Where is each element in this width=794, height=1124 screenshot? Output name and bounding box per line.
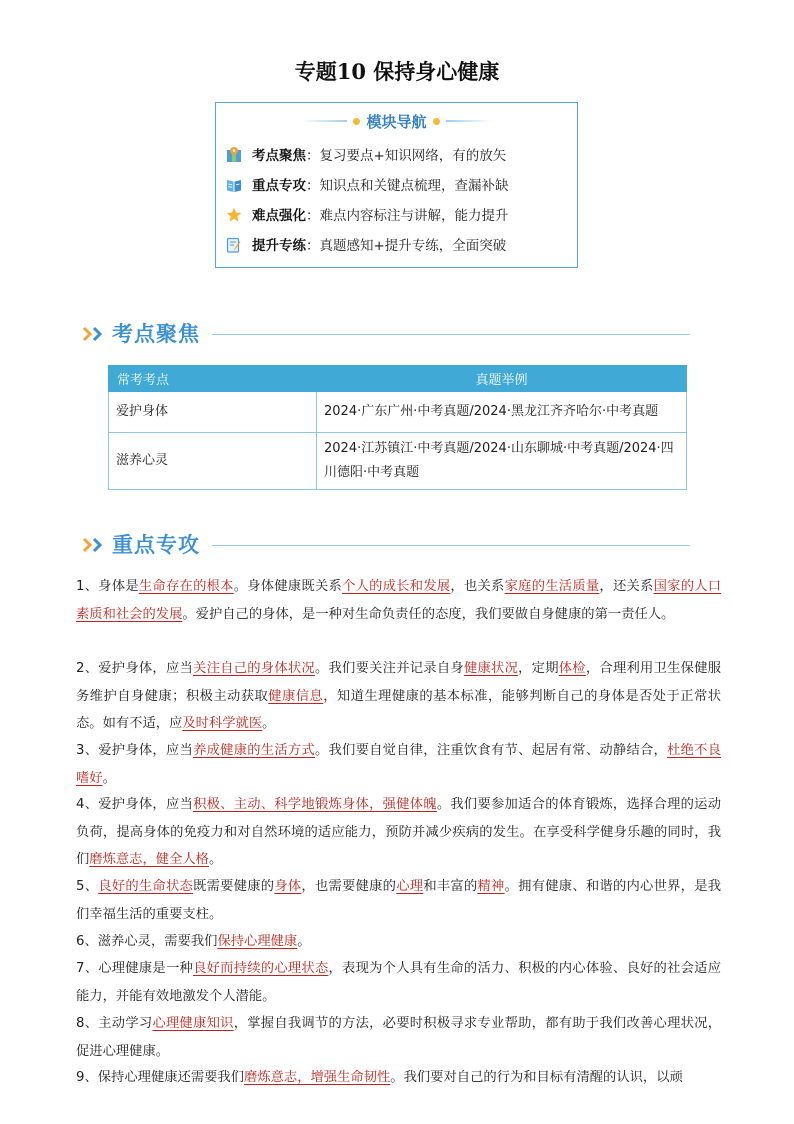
text-segment: ，还关系 [599, 579, 654, 594]
nav-item-desc: 复习要点+知识网络，有的放矢 [319, 148, 507, 164]
nav-item-desc: 知识点和关键点梳理，查漏补缺 [319, 178, 509, 194]
key-point [76, 873, 721, 928]
table-cell: 爱护身体 [109, 392, 317, 433]
keyword-highlight: 精神 [477, 879, 505, 894]
key-point [76, 955, 721, 1010]
nav-item-label: 提升专练 [252, 238, 306, 254]
text-segment: 6、滋养心灵，需要我们 [76, 934, 218, 949]
text-segment: 。我们要自觉自律，注重饮食有节、起居有常、动静结合， [314, 743, 668, 758]
nav-item: 提升专练：真题感知+提升专练，全面突破 [226, 235, 506, 257]
text-segment: 3、爱护身体，应当 [76, 743, 194, 758]
nav-item-label: 重点专攻 [252, 178, 306, 194]
keyword-highlight: 良好的生命状态 [98, 879, 194, 894]
keyword-highlight: 生命存在的根本 [138, 579, 234, 594]
key-point [76, 573, 721, 628]
keyword-highlight: 国家的人口素质和社会的发展 [76, 579, 722, 622]
keyword-highlight: 及时科学就医 [182, 716, 263, 731]
keyword-highlight: 健康状况 [463, 661, 519, 676]
dot-icon [433, 118, 440, 125]
text-segment: 和丰富的 [423, 879, 478, 894]
text-segment: 。 [102, 770, 116, 786]
nav-item-label: 考点聚焦 [252, 148, 306, 164]
keyword-highlight: 身体 [274, 879, 302, 894]
text-segment: ，掌握自我调节的方法，必要时积极寻求专业帮助，都有助于我们改善心理状况，促进心理健康。 [76, 1016, 722, 1059]
text-segment: 。 [208, 852, 223, 867]
text-segment: 。 [297, 934, 311, 949]
key-point [76, 655, 721, 738]
keyword-highlight: 杜绝不良嗜好 [76, 743, 722, 786]
dot-icon [353, 118, 360, 125]
nav-item: 考点聚焦：复习要点+知识网络，有的放矢 [226, 145, 506, 167]
nav-item: 难点强化：难点内容标注与讲解，能力提升 [226, 205, 509, 227]
text-segment: 9、保持心理健康还需要我们 [76, 1070, 245, 1085]
text-segment: 。 [262, 716, 276, 731]
text-segment: 1、身体是 [76, 579, 139, 594]
text-segment: ，也关系 [450, 579, 505, 594]
text-segment: 8、主动学习 [76, 1016, 153, 1031]
keyword-highlight: 磨炼意志，增强生命韧性 [244, 1070, 391, 1085]
text-segment: ，定期 [518, 661, 559, 676]
key-point [76, 791, 721, 874]
key-point [76, 1064, 721, 1092]
pencil-icon [226, 237, 242, 253]
nav-item-label: 难点强化 [252, 208, 306, 224]
text-segment: 。我们要关注并记录自身 [314, 661, 464, 676]
section-header [82, 320, 692, 348]
book-icon [226, 177, 242, 193]
keyword-highlight: 养成健康的生活方式 [193, 743, 315, 758]
table-header: 常考考点 [109, 366, 317, 392]
keyword-highlight: 保持心理健康 [217, 934, 298, 949]
table-cell: 2024·江苏镇江·中考真题/2024·山东聊城·中考真题/2024·四川德阳·中考真题 [317, 433, 687, 490]
nav-item-desc: 难点内容标注与讲解，能力提升 [319, 208, 509, 224]
section-title: 考点聚焦 [112, 322, 200, 346]
text-segment: 。爱护自己的身体，是一种对生命负责任的态度，我们要做自身健康的第一责任人。 [182, 606, 675, 622]
nav-heading-text: 模块导航 [366, 113, 427, 131]
text-segment: ，表现为个人具有生命的活力、积极的内心体验、良好的社会适应能力，并能有效地激发个人潜能。 [76, 961, 722, 1004]
map-icon [226, 147, 242, 163]
table-header-row [109, 366, 687, 392]
keyword-highlight: 心理健康知识 [152, 1016, 234, 1031]
table-cell: 2024·广东广州·中考真题/2024·黑龙江齐齐哈尔·中考真题 [317, 392, 687, 433]
text-segment: 。我们要对自己的行为和目标有清醒的认识，以顽 [390, 1070, 683, 1085]
text-segment: ，合理利用卫生保健服务维护自身健康；积极主动获取 [76, 661, 722, 704]
nav-item: 重点专攻：知识点和关键点梳理，查漏补缺 [226, 175, 509, 197]
keyword-highlight: 家庭的生活质量 [504, 579, 600, 594]
keyword-highlight: 心理 [396, 879, 424, 894]
section-title: 重点专攻 [112, 533, 200, 557]
keyword-highlight: 个人的成长和发展 [342, 579, 451, 594]
nav-heading [216, 111, 577, 132]
text-segment: 7、心理健康是一种 [76, 961, 194, 976]
key-point [76, 1010, 721, 1065]
key-point [76, 928, 721, 956]
module-navigation-box [215, 102, 578, 268]
star-icon [226, 207, 242, 223]
divider [301, 120, 347, 122]
text-segment: 2、爱护身体，应当 [76, 661, 194, 676]
nav-item-desc: 真题感知+提升专练，全面突破 [319, 238, 507, 254]
text-segment: ，知道生理健康的基本标准，能够判断自己的身体是否处于正常状态。如有不适，应 [76, 688, 722, 731]
text-segment: 。拥有健康、和谐的内心世界，是我们幸福生活的重要支柱。 [76, 879, 722, 922]
text-segment: 。我们要参加适合的体育锻炼，选择合理的运动负荷，提高身体的免疫力和对自然环境的适应能力，预防并减少疾病的发生。在享受科学健身乐趣的同时，我们 [76, 797, 722, 867]
table-header: 真题举例 [317, 366, 687, 392]
key-point [76, 737, 721, 792]
text-segment: 5、 [76, 879, 99, 894]
keyword-highlight: 磨炼意志，健全人格 [89, 852, 209, 867]
keyword-highlight: 体检 [558, 661, 586, 676]
exam-points-table [108, 365, 687, 490]
double-chevron-icon [82, 326, 106, 342]
table-row [109, 392, 687, 433]
table-cell: 滋养心灵 [109, 433, 317, 490]
section-header [82, 531, 692, 559]
keyword-highlight: 关注自己的身体状况 [193, 661, 315, 676]
divider [212, 545, 690, 546]
double-chevron-icon [82, 537, 106, 553]
text-segment: 。身体健康既关系 [233, 579, 343, 594]
text-segment: 既需要健康的 [193, 879, 275, 894]
text-segment: ，也需要健康的 [301, 879, 397, 894]
divider [446, 120, 492, 122]
keyword-highlight: 良好而持续的心理状态 [193, 961, 329, 976]
keyword-highlight: 健康信息 [268, 688, 324, 704]
text-segment: 4、爱护身体，应当 [76, 797, 194, 812]
divider [212, 334, 690, 335]
table-row [109, 433, 687, 490]
page-title: 专题10 保持身心健康 [294, 59, 500, 84]
keyword-highlight: 积极、主动、科学地锻炼身体，强健体魄 [193, 797, 437, 812]
